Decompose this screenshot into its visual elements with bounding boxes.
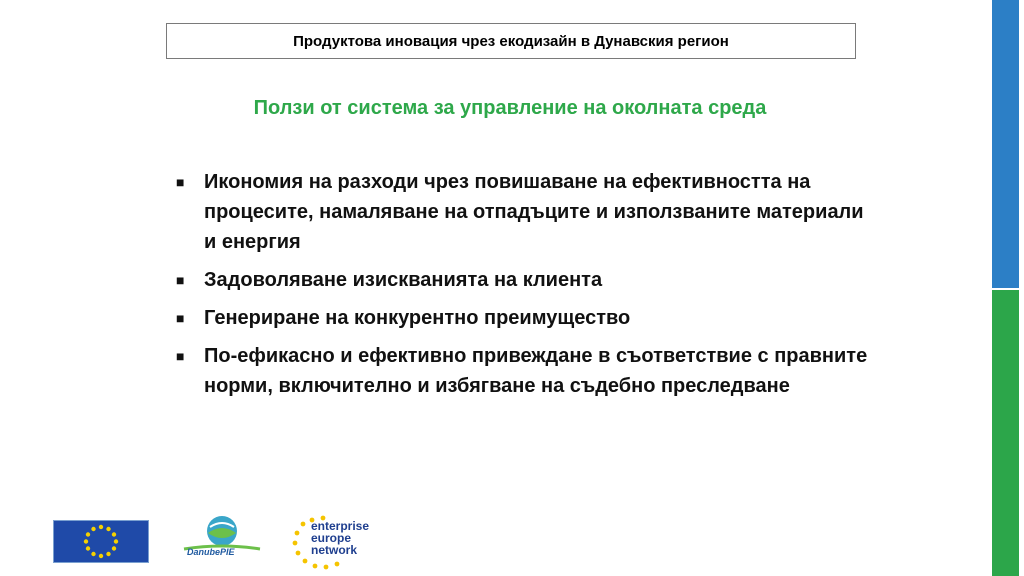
header-title: Продуктова иновация чрез екодизайн в Дунавския регион <box>293 32 729 50</box>
bullet-item <box>174 167 874 257</box>
decorative-bar-blue <box>992 0 1019 288</box>
bullet-item <box>174 303 874 333</box>
bullet-marker-icon: ■ <box>176 348 185 364</box>
slide-edge <box>1019 0 1024 576</box>
een-logo-text: enterprise europe network <box>311 519 370 557</box>
danubepie-logo-icon <box>176 513 266 573</box>
bullet-text: Икономия на разходи чрез повишаване на ефективността на процесите, намаляване на отпадъците и използваните материали и енергия <box>204 171 864 253</box>
bullet-item <box>174 341 874 401</box>
bullet-text: По-ефикасно и ефективно привеждане в съответствие с правните норми, включително и избягване на съдебно преследване <box>204 345 868 397</box>
eu-flag-logo <box>53 520 149 563</box>
bullet-item <box>174 265 874 295</box>
eu-stars-icon <box>54 521 148 562</box>
bullet-marker-icon: ■ <box>176 174 185 190</box>
decorative-bar-green <box>992 290 1019 576</box>
danubepie-logo-text: DanubePIE <box>187 547 235 557</box>
bullet-marker-icon: ■ <box>176 272 185 288</box>
bullet-text: Генериране на конкурентно преимущество <box>204 307 631 329</box>
header-title-box <box>166 23 856 59</box>
bullet-list <box>174 167 874 409</box>
slide-title: Ползи от система за управление на околната среда <box>253 97 767 119</box>
bullet-text: Задоволяване изискванията на клиента <box>204 269 603 291</box>
bullet-marker-icon: ■ <box>176 310 185 326</box>
